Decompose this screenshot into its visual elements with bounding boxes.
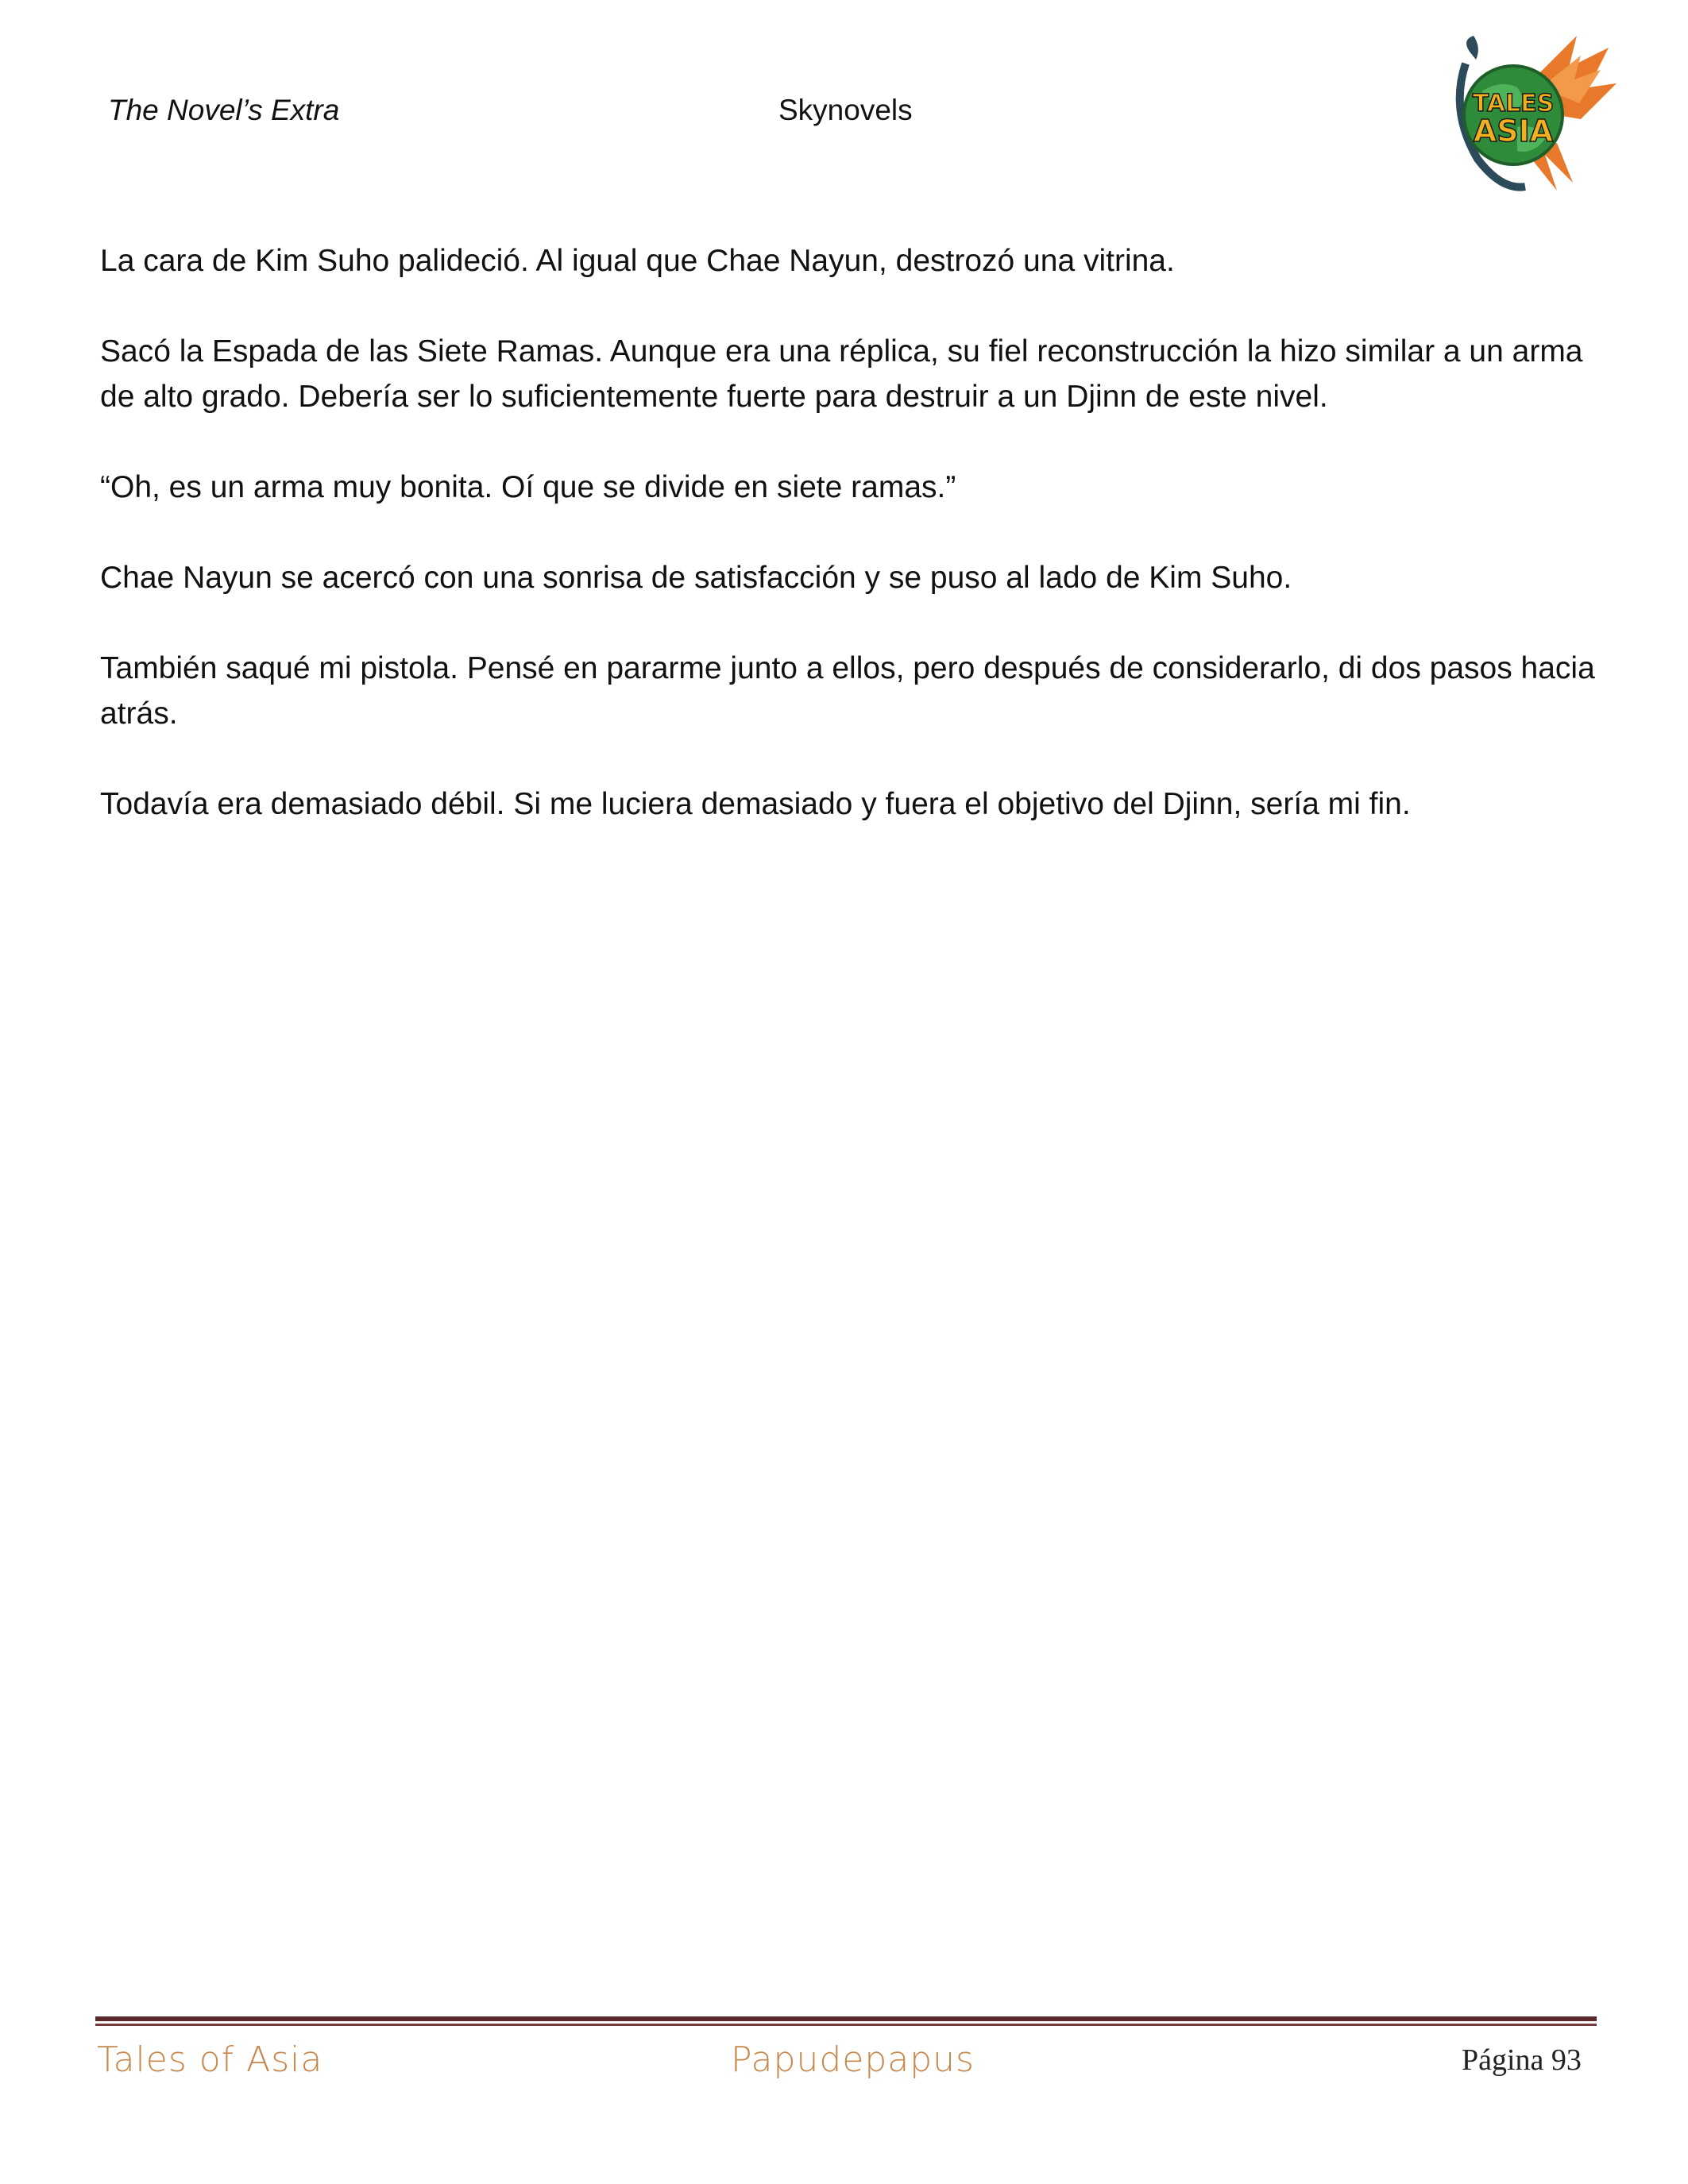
footer-translator: Papudepapus [731, 2039, 975, 2080]
book-title: The Novel’s Extra [108, 94, 340, 126]
footer-divider-thin [95, 2024, 1597, 2026]
page-number: Página 93 [1462, 2043, 1582, 2077]
logo-text-asia: ASIA [1473, 114, 1554, 149]
tales-of-asia-logo-icon [1438, 32, 1620, 199]
paragraph: Chae Nayun se acercó con una sonrisa de satisfacción y se puso al lado de Kim Suho. [100, 561, 1292, 595]
paragraph: La cara de Kim Suho palideció. Al igual que Chae Nayun, destrozó una vitrina. [100, 244, 1175, 278]
paragraph: Todavía era demasiado débil. Si me luciera demasiado y fuera el objetivo del Djinn, sería mi fin. [100, 787, 1411, 821]
footer-publisher: Tales of Asia [97, 2039, 323, 2080]
paragraph: También saqué mi pistola. Pensé en pararme junto a ellos, pero después de considerarlo, di dos pasos hacia atrás. [100, 651, 1595, 731]
paragraph: “Oh, es un arma muy bonita. Oí que se divide en siete ramas.” [100, 470, 956, 504]
page-header [0, 0, 1688, 206]
logo-text-tales: TALES [1472, 90, 1555, 118]
site-name: Skynovels [778, 94, 913, 126]
chapter-body [100, 238, 1609, 872]
footer-divider [95, 2016, 1597, 2028]
footer-divider-thick [95, 2016, 1597, 2021]
paragraph: Sacó la Espada de las Siete Ramas. Aunque era una réplica, su fiel reconstrucción la hizo similar a un arma de alto grado. Debería ser lo suficientemente fuerte para destruir a un Djinn de este nivel. [100, 334, 1583, 414]
